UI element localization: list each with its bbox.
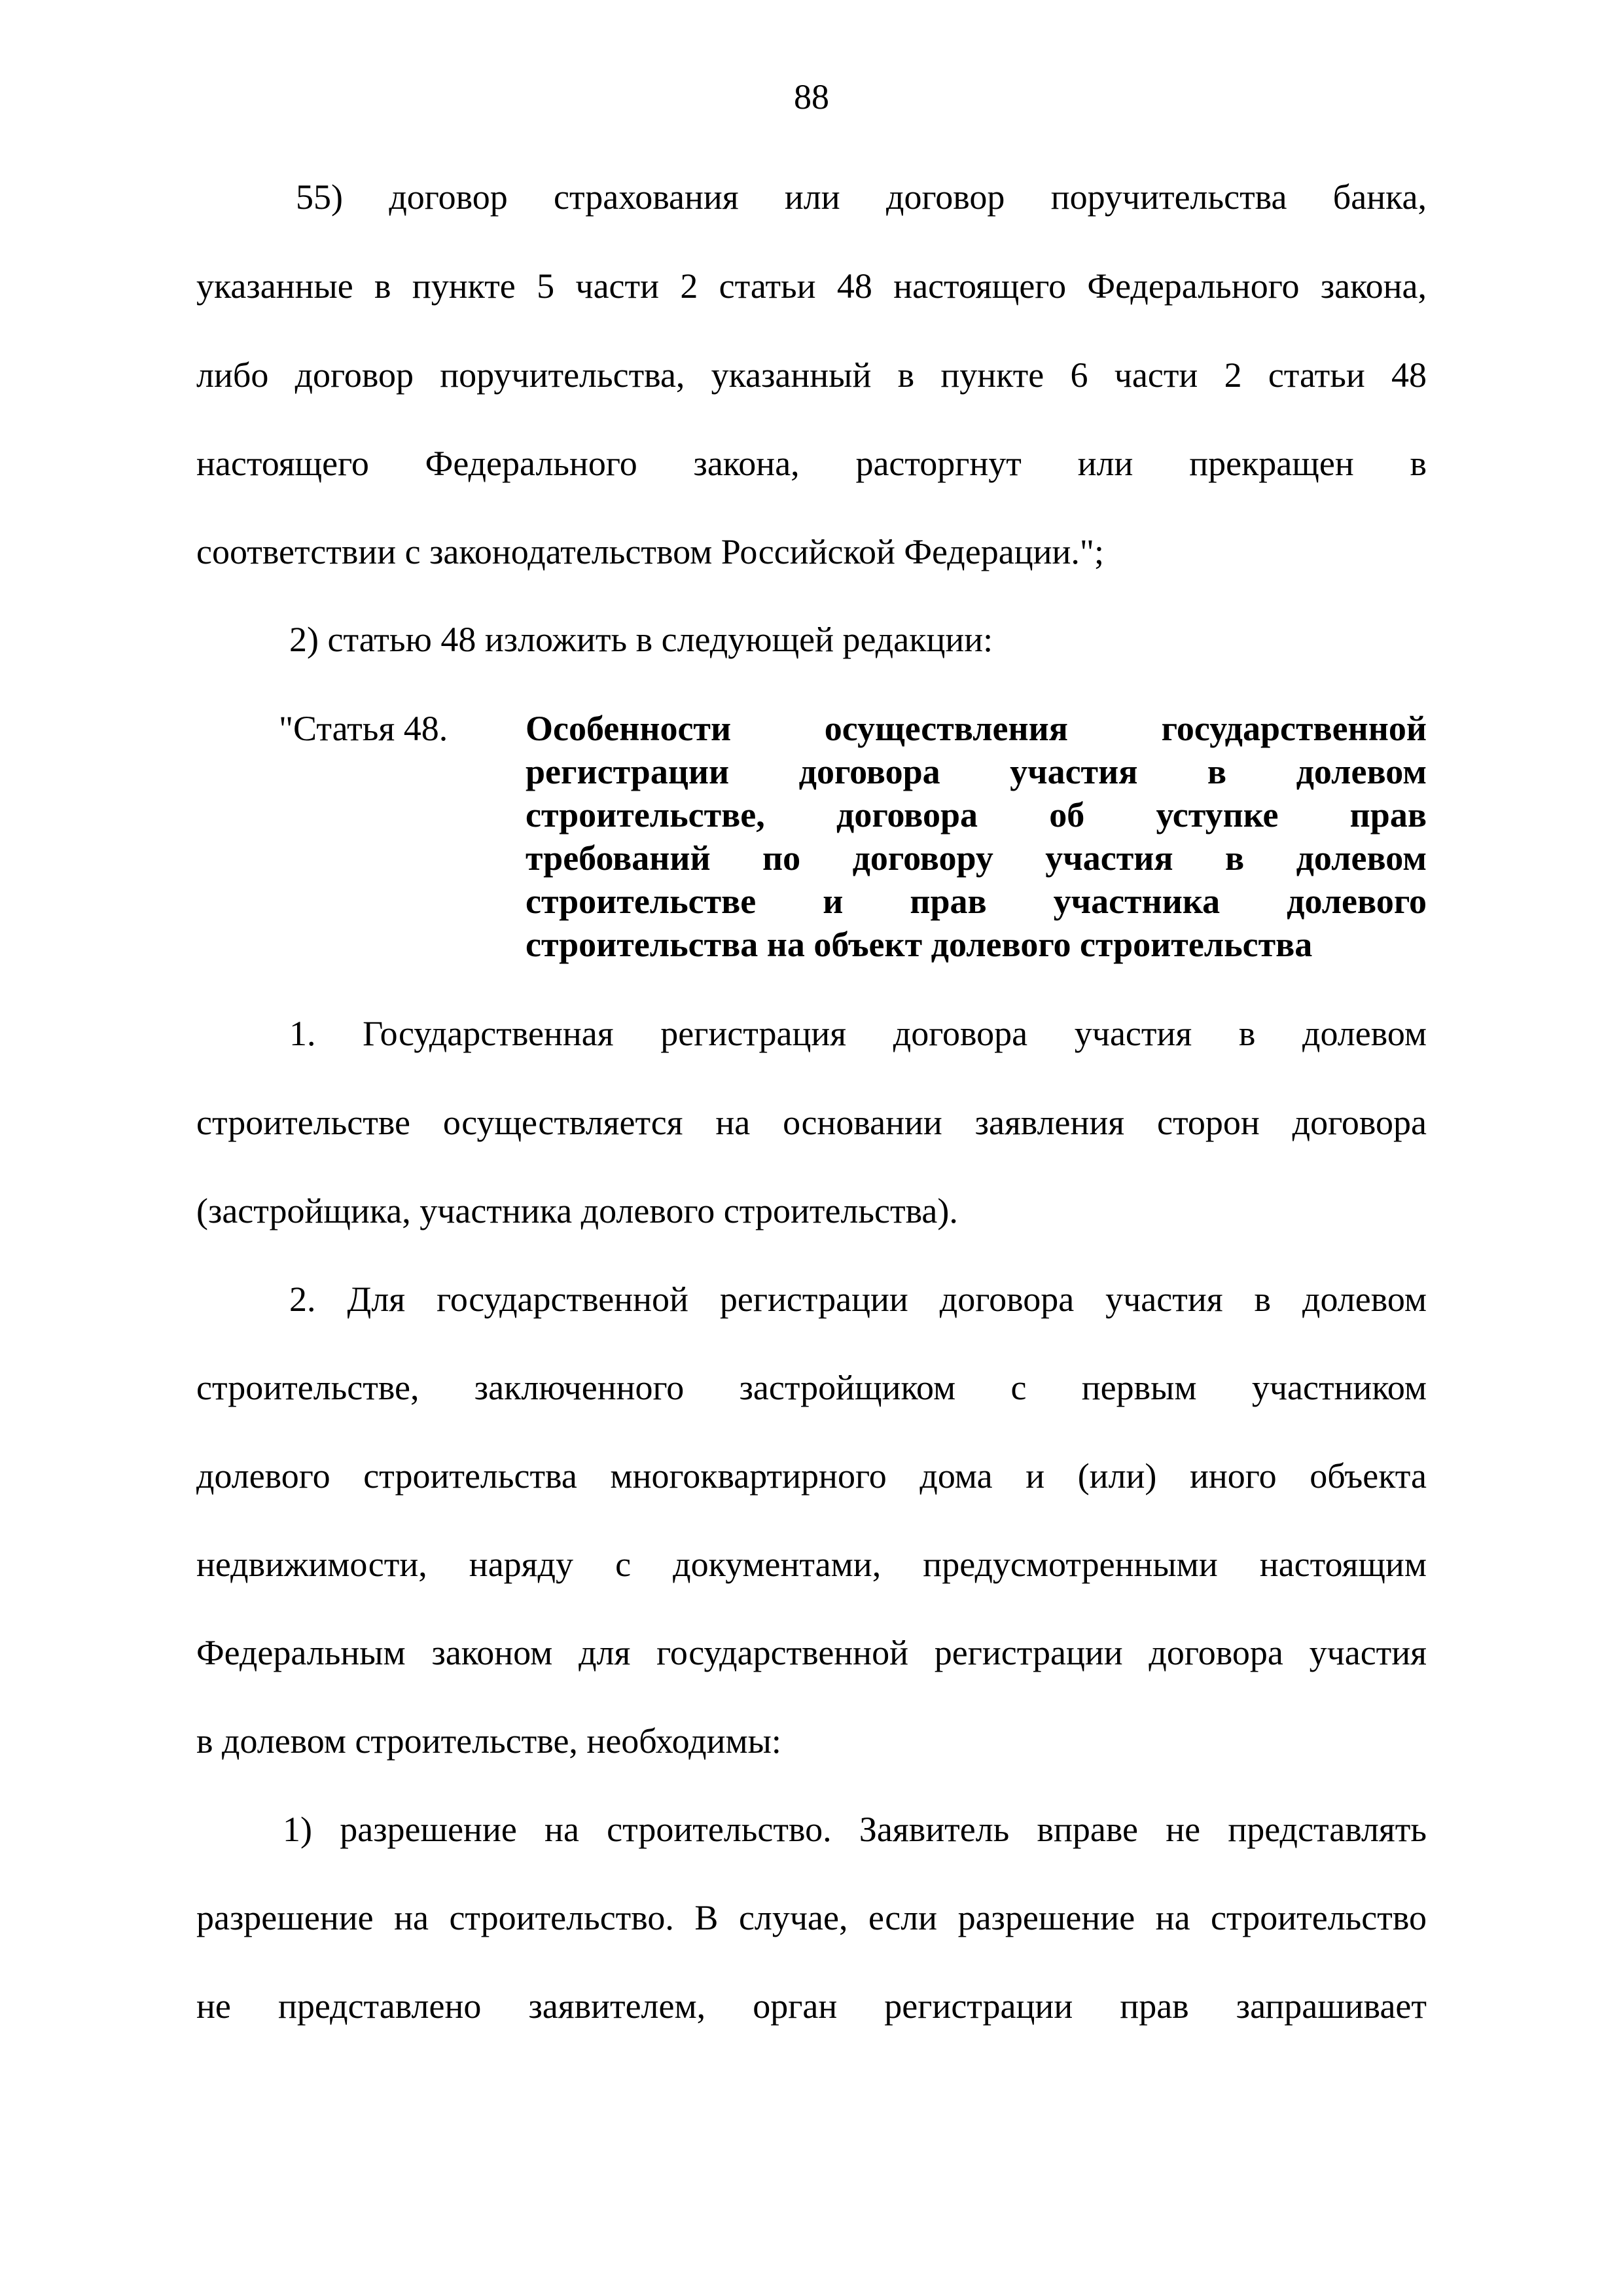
text-line: разрешение на строительство. В случае, если разрешение на строительство: [196, 1898, 1427, 1937]
article-title-line: строительства на объект долевого строительства: [526, 925, 1313, 964]
article-title-line: регистрации договора участия в долевом: [526, 752, 1427, 791]
article-title-line: требований по договору участия в долевом: [526, 838, 1427, 878]
text-line: Федеральным законом для государственной регистрации договора участия: [196, 1633, 1427, 1672]
text-line: соответствии с законодательством Российской Федерации.";: [196, 532, 1104, 571]
text-line: строительстве осуществляется на основании заявления сторон договора: [196, 1103, 1427, 1142]
text-line: долевого строительства многоквартирного дома и (или) иного объекта: [196, 1456, 1427, 1496]
text-line: настоящего Федерального закона, расторгнут или прекращен в: [196, 444, 1427, 483]
text-line: не представлено заявителем, орган регистрации прав запрашивает: [196, 1986, 1427, 2026]
article-label: "Статья 48.: [279, 709, 448, 748]
text-line: недвижимости, наряду с документами, предусмотренными настоящим: [196, 1545, 1427, 1584]
text-line: 1) разрешение на строительство. Заявитель вправе не представлять: [283, 1810, 1427, 1849]
text-line: указанные в пункте 5 части 2 статьи 48 настоящего Федерального закона,: [196, 266, 1427, 306]
text-line: в долевом строительстве, необходимы:: [196, 1721, 781, 1761]
text-line: строительстве, заключенного застройщиком с первым участником: [196, 1368, 1427, 1407]
page-number: 88: [794, 77, 829, 117]
text-line: либо договор поручительства, указанный в пункте 6 части 2 статьи 48: [196, 355, 1427, 395]
article-title-line: строительстве и прав участника долевого: [526, 882, 1427, 921]
text-line: 55) договор страхования или договор поручительства банка,: [296, 177, 1427, 217]
text-line: 1. Государственная регистрация договора участия в долевом: [289, 1014, 1427, 1053]
text-line: (застройщика, участника долевого строительства).: [196, 1191, 958, 1230]
text-line: 2. Для государственной регистрации договора участия в долевом: [289, 1280, 1427, 1319]
article-title-line: Особенности осуществления государственной: [526, 709, 1427, 748]
article-title-line: строительстве, договора об уступке прав: [526, 795, 1427, 834]
text-line: 2) статью 48 изложить в следующей редакции:: [289, 620, 993, 659]
